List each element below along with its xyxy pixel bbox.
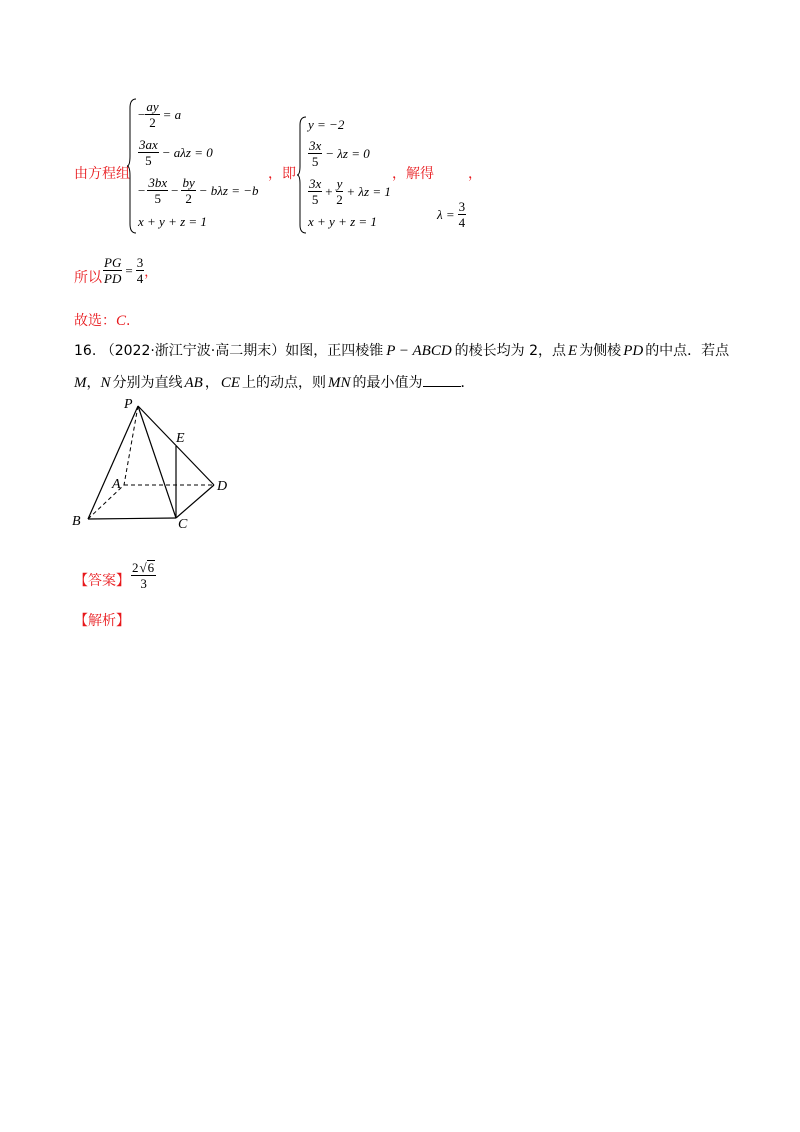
label-e: E [176,431,185,446]
system1-eq2: $\frac{3ax}{5}$ − aλz = 0 [139,137,213,168]
label-d: D [217,479,228,494]
problem-16-line2: M，N 分别为直线 AB ， CE 上的动点，则 MN 的最小值为 ． [74,372,475,392]
so-text: 所以 [74,270,102,286]
system2-eq2: $\frac{3x}{5}$ − λz = 0 [309,138,370,169]
solve-text: ，解得 [392,166,434,182]
answer-value: 2 √ 6 3 [132,560,155,591]
lambda-result: λ = $\frac{3}{4}$ [437,199,466,230]
problem-number: 16. [74,343,97,359]
answer-label: 【答案】 [74,573,130,589]
system1-eq4: x + y + z = 1 [138,214,207,229]
pyramid-figure [68,392,238,532]
label-p: P [124,397,133,412]
pyramid-name: P − ABCD [386,343,452,359]
ratio-expression: $\frac{PG}{PD}$ = $\frac{3}{4}$ ， [104,255,158,286]
analysis-label: 【解析】 [74,613,130,629]
system2-eq1: y = −2 [308,117,345,132]
label-a: A [112,477,121,492]
choice-line: 故选：C. [74,313,131,329]
left-brace-1 [126,98,138,234]
choice-label: 故选： [74,313,116,329]
system-intro-text: 由方程组 [74,166,130,182]
problem-16-line1: 16. （2022·浙江宁波·高二期末）如图，正四棱锥 P − ABCD 的棱长均为 2，点 E 为侧棱 PD 的中点．若点 [74,343,730,359]
edge-pb [88,406,138,519]
problem-source: （2022·浙江宁波·高二期末）如图，正四棱锥 [100,343,384,359]
system1-eq3: − $\frac{3bx}{5}$ − $\frac{by}{2}$ − bλz = −b [138,175,259,206]
label-b: B [72,514,81,529]
comma-ji-text: ，即 [268,166,296,182]
trailing-comma: ， [468,166,482,182]
answer-blank[interactable] [423,372,461,387]
edge-pa [124,406,138,485]
system1-eq1: − $\frac{ay}{2}$ = a [138,99,182,130]
left-brace-2 [296,116,308,234]
edge-bc [88,518,176,519]
edge-pc [138,406,176,518]
choice-letter: C [116,313,127,329]
edge-cd [176,485,214,518]
system2-eq3: $\frac{3x}{5}$ + $\frac{y}{2}$ + λz = 1 [309,176,391,207]
label-c: C [178,517,188,532]
system2-eq4: x + y + z = 1 [308,214,377,229]
